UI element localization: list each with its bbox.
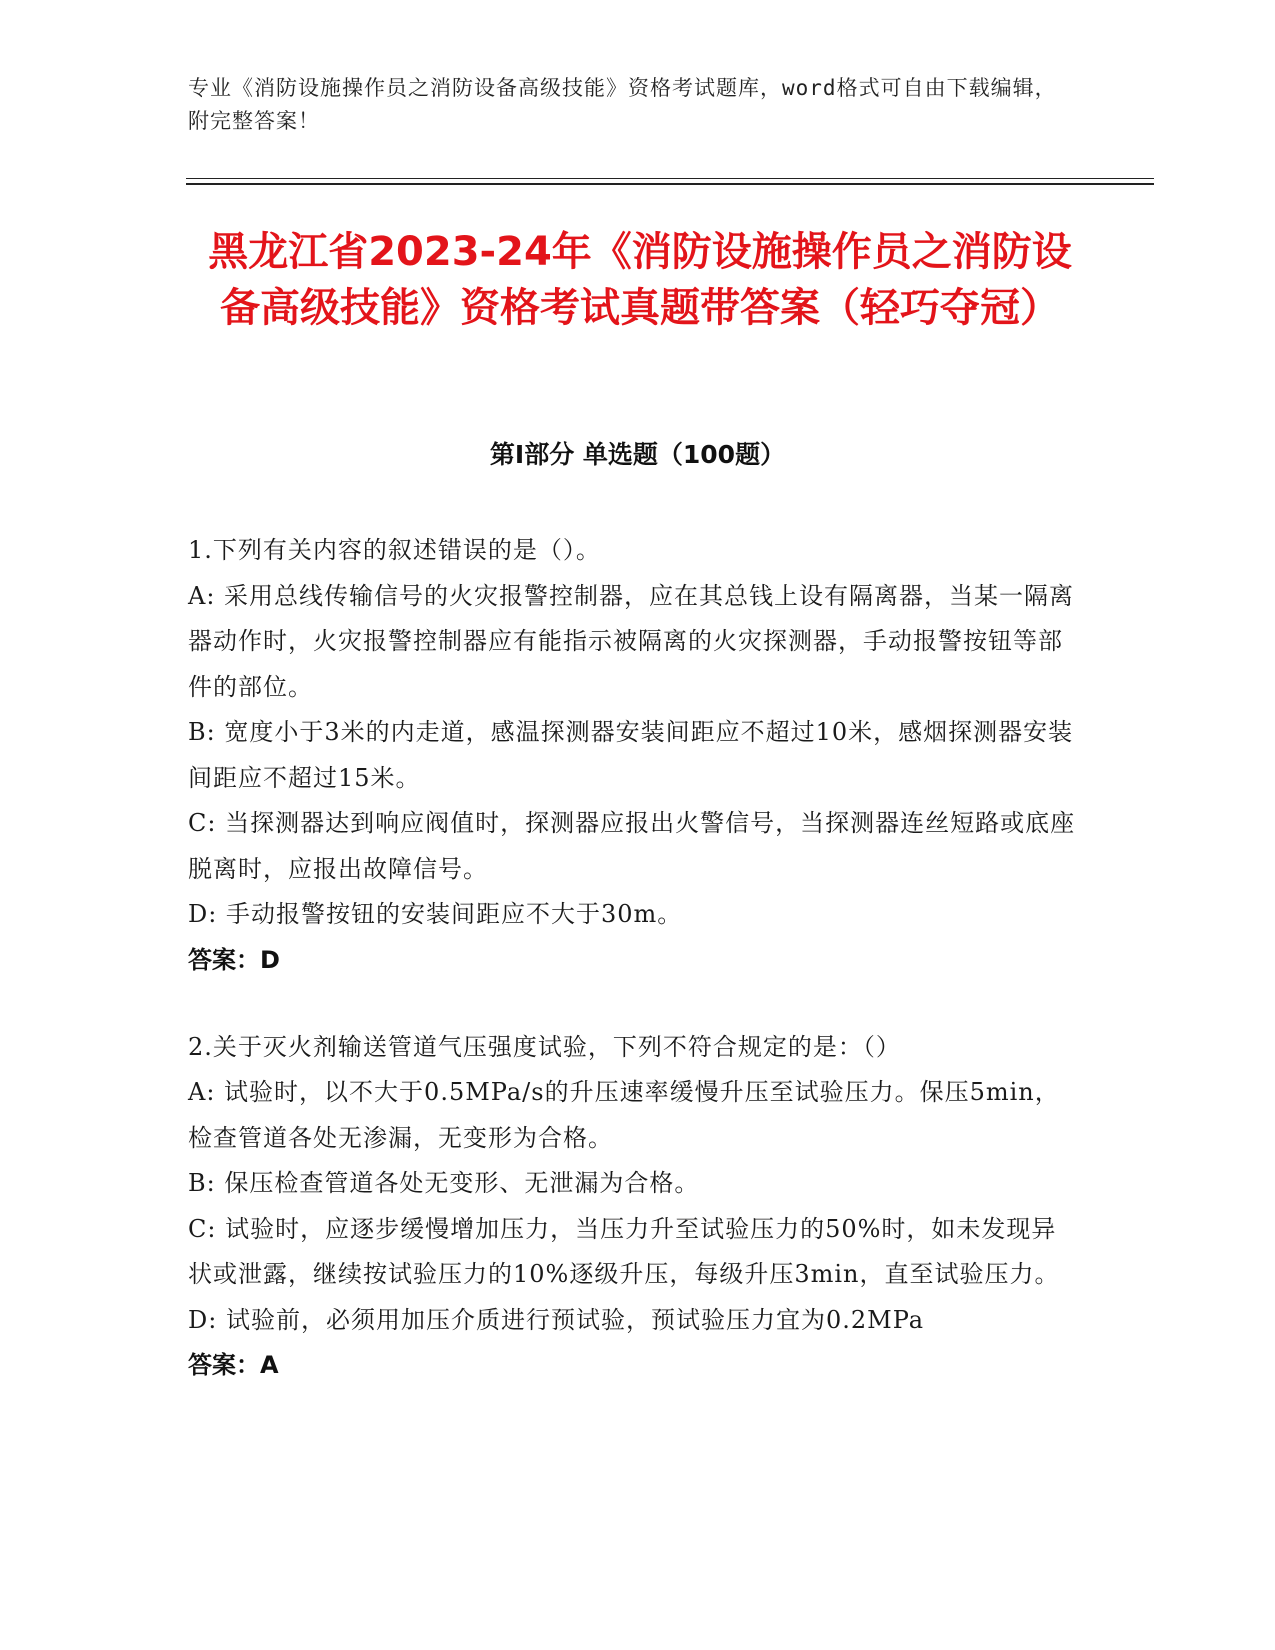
option-b: B: 保压检查管道各处无变形、无泄漏为合格。: [188, 1169, 700, 1197]
question-2: [188, 1025, 1078, 1389]
option-b: B: 宽度小于3米的内走道，感温探测器安装间距应不超过10米，感烟探测器安装间距应不超过15米。: [188, 718, 1074, 792]
question-list: [188, 528, 1078, 1430]
answer-label: 答案：D: [188, 945, 280, 974]
option-a: A: 采用总线传输信号的火灾报警控制器，应在其总钱上设有隔离器，当某一隔离器动作时，火灾报警控制器应有能指示被隔离的火灾探测器，手动报警按钮等部件的部位。: [188, 581, 1075, 701]
document-title: 黑龙江省2023-24年《消防设施操作员之消防设备高级技能》资格考试真题带答案（轻巧夺冠）: [208, 229, 1072, 331]
answer-label: 答案：A: [188, 1351, 279, 1379]
option-d: D: 手动报警按钮的安装间距应不大于30m。: [188, 900, 683, 928]
header-note: 专业《消防设施操作员之消防设备高级技能》资格考试题库，word格式可自由下载编辑，附完整答案！: [188, 76, 1057, 133]
section-title: 第I部分 单选题（100题）: [489, 440, 786, 469]
option-c: C: 试验时，应逐步缓慢增加压力，当压力升至试验压力的50%时，如未发现异状或泄露，继续按试验压力的10%逐级升压，每级升压3min，直至试验压力。: [188, 1214, 1060, 1288]
header-divider-thick: [186, 183, 1154, 185]
option-d: D: 试验前，必须用加压介质进行预试验，预试验压力宜为0.2MPa: [188, 1305, 925, 1334]
question-1: [188, 528, 1078, 983]
question-stem: 2.关于灭火剂输送管道气压强度试验，下列不符合规定的是：（）: [188, 1032, 901, 1061]
question-stem: 1.下列有关内容的叙述错误的是（）。: [188, 536, 601, 564]
option-c: C: 当探测器达到响应阀值时，探测器应报出火警信号，当探测器连丝短路或底座脱离时，应报出故障信号。: [188, 809, 1076, 883]
option-a: A: 试验时，以不大于0.5MPa/s的升压速率缓慢升压至试验压力。保压5min，检查管道各处无渗漏，无变形为合格。: [188, 1078, 1060, 1152]
header-divider-thin: [186, 178, 1154, 179]
